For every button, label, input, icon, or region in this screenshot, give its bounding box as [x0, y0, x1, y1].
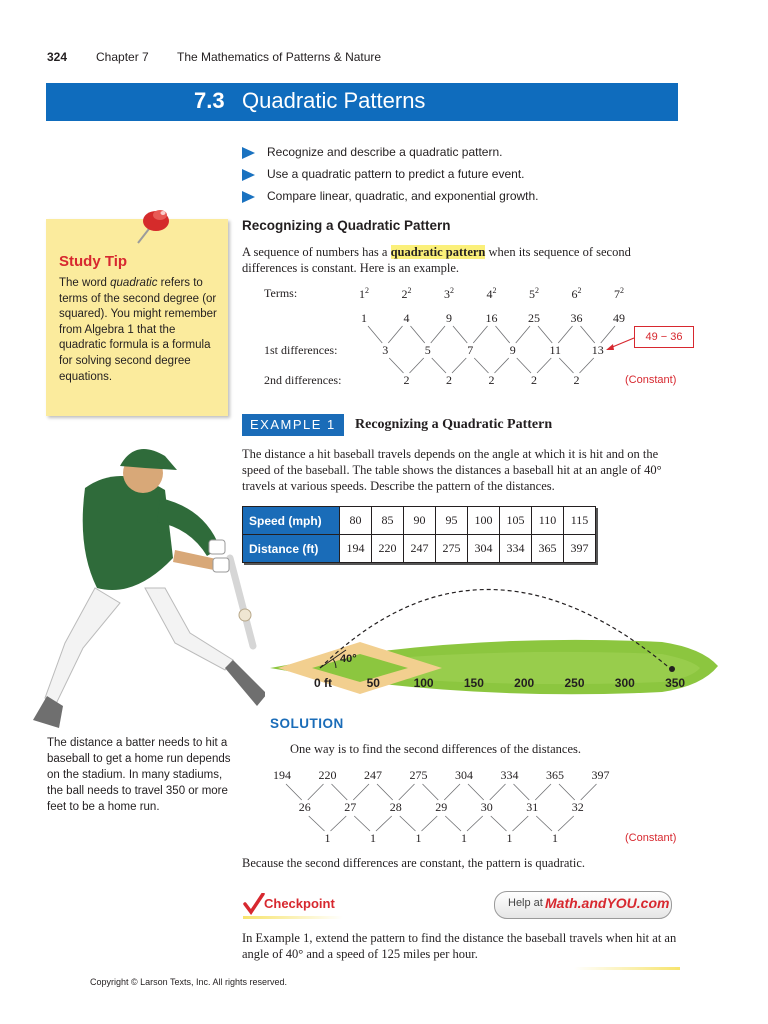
term-value: 9: [446, 311, 452, 325]
term-power: $3^2$: [444, 286, 454, 301]
solution-intro: One way is to find the second differences of the distances.: [290, 742, 581, 756]
example-text: The distance a hit baseball travels depends on the angle at which it is hit and on the speed of the baseball. The table shows the distances a baseball hit at an angle of 40° travels at various speeds. Describe the pattern of the distances.: [242, 447, 662, 493]
first-difference: 7: [467, 343, 474, 357]
first-difference: 9: [509, 343, 516, 357]
example-title: Recognizing a Quadratic Pattern: [355, 417, 553, 432]
first-difference: 27: [344, 800, 357, 814]
term-value: 49: [613, 311, 625, 325]
section-title: Quadratic Patterns: [242, 88, 426, 113]
field-distance-label: 0 ft: [314, 676, 332, 690]
field-distance-label: 50: [366, 676, 380, 690]
help-at-label[interactable]: Help at: [508, 897, 543, 909]
footer-accent-line: [574, 967, 680, 970]
first-differences-label: 1st differences:: [264, 343, 338, 357]
terms-label: Terms:: [264, 286, 298, 300]
distance-value: 334: [500, 768, 519, 782]
table-cell: 85: [372, 507, 404, 535]
table-cell: 304: [468, 535, 500, 563]
intro-paragraph: A sequence of numbers has a quadratic pattern when its sequence of second differences is constant. Here is an example.: [242, 245, 631, 275]
distance-header: Distance (ft): [243, 535, 340, 563]
first-difference: 29: [435, 800, 448, 814]
second-difference: 1: [370, 831, 376, 845]
section-number: 7.3: [194, 88, 225, 113]
distance-value: 397: [591, 768, 610, 782]
speed-header: Speed (mph): [243, 507, 340, 535]
field-distance-label: 250: [564, 676, 585, 690]
field-distance-label: 100: [413, 676, 434, 690]
first-difference: 28: [389, 800, 402, 814]
solution-constant-label: (Constant): [625, 832, 677, 844]
second-difference: 1: [415, 831, 422, 845]
difference-annotation: 49 − 36: [634, 326, 694, 348]
table-cell: 275: [436, 535, 468, 563]
checkmark-icon: [243, 893, 265, 915]
table-cell: 115: [564, 507, 596, 535]
first-difference: 13: [591, 343, 604, 357]
first-difference: 30: [480, 800, 493, 814]
term-value: 16: [485, 311, 498, 325]
table-cell: 194: [340, 535, 372, 563]
distance-value: 275: [409, 768, 428, 782]
solution-label: SOLUTION: [270, 716, 344, 731]
page-number: 324: [47, 50, 68, 64]
term-power: $5^2$: [529, 286, 539, 301]
table-cell: 95: [436, 507, 468, 535]
distance-value: 194: [273, 768, 291, 782]
second-difference: 2: [573, 373, 580, 387]
mathandyou-link[interactable]: Math.andYOU.com: [545, 895, 670, 911]
copyright-notice: Copyright © Larson Texts, Inc. All rights reserved.: [90, 977, 288, 987]
table-cell: 105: [500, 507, 532, 535]
first-difference: 5: [424, 343, 431, 357]
first-difference: 26: [298, 800, 311, 814]
first-difference: 11: [549, 343, 562, 357]
subsection-heading: Recognizing a Quadratic Pattern: [242, 218, 451, 233]
table-cell: 80: [340, 507, 372, 535]
first-difference: 3: [382, 343, 389, 357]
second-difference: 1: [506, 831, 513, 845]
distance-value: 365: [546, 768, 564, 782]
second-differences-label: 2nd differences:: [264, 373, 342, 387]
chapter-label: Chapter 7: [96, 50, 149, 64]
study-tip-text: The word quadratic refers to terms of the second degree (or squared). You might remember from Algebra 1 that the quadratic formula is a formula for solving second degree equations.: [59, 277, 217, 383]
study-tip-title: Study Tip: [59, 253, 128, 270]
photo-caption: The distance a batter needs to hit a baseball to get a home run depends on the stadium. In many stadiums, the ball needs to travel 350 or more feet to be a home run.: [47, 737, 231, 813]
term-value: 25: [528, 311, 540, 325]
term-value: 36: [570, 311, 583, 325]
distance-value: 220: [318, 768, 337, 782]
second-difference: 1: [324, 831, 331, 845]
second-difference: 2: [403, 373, 410, 387]
table-cell: 100: [468, 507, 500, 535]
table-cell: 90: [404, 507, 436, 535]
second-difference: 2: [446, 373, 452, 387]
solution-conclusion: Because the second differences are constant, the pattern is quadratic.: [242, 856, 586, 870]
field-distance-label: 350: [665, 676, 686, 690]
checkpoint-label: Checkpoint: [264, 896, 335, 911]
term-power: $1^2$: [359, 286, 369, 301]
chapter-title: The Mathematics of Patterns & Nature: [177, 50, 382, 64]
table-cell: 110: [532, 507, 564, 535]
table-cell: 247: [404, 535, 436, 563]
term-value: 1: [361, 311, 367, 325]
term-power: $7^2$: [614, 286, 624, 301]
second-difference: 1: [461, 831, 467, 845]
second-difference: 2: [488, 373, 495, 387]
checkpoint-text: In Example 1, extend the pattern to find the distance the baseball travels when hit at an angle of 40° and a speed of 125 miles per hour.: [242, 931, 677, 961]
second-difference: 2: [531, 373, 537, 387]
field-distance-label: 300: [614, 676, 635, 690]
distance-value: 247: [364, 768, 382, 782]
term-power: $2^2$: [401, 286, 412, 301]
table-cell: 397: [564, 535, 596, 563]
second-difference: 1: [552, 831, 558, 845]
table-cell: 334: [500, 535, 532, 563]
term-power: $6^2$: [571, 286, 582, 301]
launch-angle-label: 40°: [340, 653, 357, 665]
table-cell: 220: [372, 535, 404, 563]
table-cell: 365: [532, 535, 564, 563]
field-distance-label: 200: [514, 676, 535, 690]
field-distance-label: 150: [463, 676, 484, 690]
distance-value: 304: [455, 768, 473, 782]
first-difference: 32: [571, 800, 584, 814]
term-power: $4^2$: [486, 286, 497, 301]
constant-label: (Constant): [625, 374, 677, 386]
first-difference: 31: [526, 800, 539, 814]
term-value: 4: [403, 311, 410, 325]
example-label: EXAMPLE 1: [250, 417, 336, 432]
checkpoint-underline: [243, 916, 343, 919]
